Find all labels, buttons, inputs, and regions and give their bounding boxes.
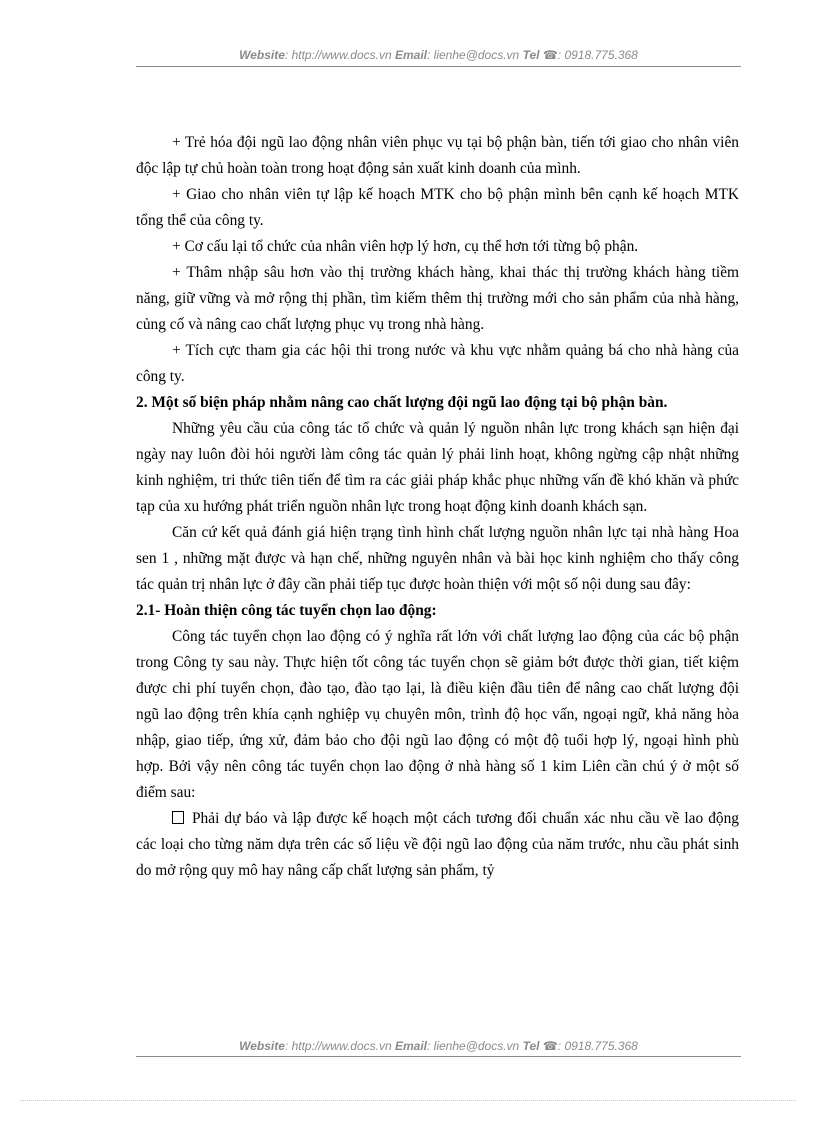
paragraph-3: + Cơ cấu lại tổ chức của nhân viên hợp lý hơn, cụ thể hơn tới từng bộ phận. [172,238,639,255]
document-body [136,130,739,884]
footer-website-label: Website [239,1039,285,1053]
header-rule [136,66,741,67]
checkbox-bullet-icon [172,811,184,824]
page-break-line [20,1100,796,1101]
paragraph-5: + Tích cực tham gia các hội thi trong nước và khu vực nhằm quảng bá cho nhà hàng của công ty. [136,342,739,385]
phone-icon: ☎ [542,1039,558,1053]
header-website-value: : http://www.docs.vn [284,48,392,62]
footer-email-label: Email [394,1039,427,1053]
paragraph-7: Căn cứ kết quả đánh giá hiện trạng tình hình chất lượng nguồn nhân lực tại nhà hàng Hoa sen 1 , những mặt được và hạn chế, những nguyên nhân và bài học kinh nghiệm cho thấy công tác quản trị nhân lực ở đây cần phải tiếp tục được hoàn thiện với một số nội dung sau đây: [136,524,739,593]
page-header [136,48,741,62]
header-tel-value: : 0918.775.368 [557,48,638,62]
paragraph-6: Những yêu cầu của công tác tổ chức và quản lý nguồn nhân lực trong khách sạn hiện đại ngày nay luôn đòi hỏi người làm công tác quản lý phải linh hoạt, không ngừng cập nhật những kinh nghiệm, tri thức tiên tiến để tìm ra các giải pháp khắc phục những vấn đề khó khăn và phức tạp của xu hướng phát triển nguồn nhân lực trong hoạt động kinh doanh khách sạn. [136,420,739,515]
footer-tel-label: Tel [522,1039,540,1053]
header-website-label: Website [239,48,285,62]
footer-rule [136,1056,741,1057]
bullet-paragraph-text: Phải dự báo và lập được kế hoạch một cách tương đối chuẩn xác nhu cầu về lao động các loại cho từng năm dựa trên các số liệu về đội ngũ lao động của năm trước, nhu cầu phát sinh do mở rộng quy mô hay nâng cấp chất lượng sản phẩm, tỷ [136,810,739,879]
bullet-paragraph [136,806,739,884]
paragraph-4: + Thâm nhập sâu hơn vào thị trường khách hàng, khai thác thị trường khách hàng tiềm năng, giữ vững và mở rộng thị phần, tìm kiếm thêm thị trường mới cho sản phẩm của nhà hàng, củng cố và nâng cao chất lượng phục vụ trong nhà hàng. [136,264,739,333]
header-email-label: Email [394,48,427,62]
page-footer [136,1039,741,1053]
phone-icon: ☎ [542,48,558,62]
footer-website-value: : http://www.docs.vn [284,1039,392,1053]
header-tel-label: Tel [522,48,540,62]
footer-email-value: : lienhe@docs.vn [427,1039,520,1053]
footer-tel-value: : 0918.775.368 [557,1039,638,1053]
section-heading-2-1: 2.1- Hoàn thiện công tác tuyển chọn lao động: [136,602,437,619]
paragraph-2: + Giao cho nhân viên tự lập kế hoạch MTK cho bộ phận mình bên cạnh kế hoạch MTK tổng thể của công ty. [136,186,739,229]
paragraph-1: + Trẻ hóa đội ngũ lao động nhân viên phục vụ tại bộ phận bàn, tiến tới giao cho nhân viên độc lập tự chủ hoàn toàn trong hoạt động sản xuất kinh doanh của mình. [136,134,739,177]
paragraph-8: Công tác tuyển chọn lao động có ý nghĩa rất lớn với chất lượng lao động của các bộ phận trong Công ty sau này. Thực hiện tốt công tác tuyển chọn sẽ giảm bớt được thời gian, tiết kiệm được chi phí tuyển chọn, đào tạo, đào tạo lại, là điều kiện đầu tiên để nâng cao chất lượng đội ngũ lao động trên khía cạnh nghiệp vụ chuyên môn, trình độ học vấn, ngoại ngữ, khả năng hòa nhập, giao tiếp, ứng xử, đảm bảo cho đội ngũ lao động có một độ tuổi hợp lý, ngoại hình phù hợp. Bởi vậy nên công tác tuyển chọn lao động ở nhà hàng số 1 kim Liên cần chú ý ở một số điểm sau: [136,628,739,801]
header-email-value: : lienhe@docs.vn [427,48,520,62]
section-heading-2: 2. Một số biện pháp nhằm nâng cao chất lượng đội ngũ lao động tại bộ phận bàn. [136,394,668,411]
